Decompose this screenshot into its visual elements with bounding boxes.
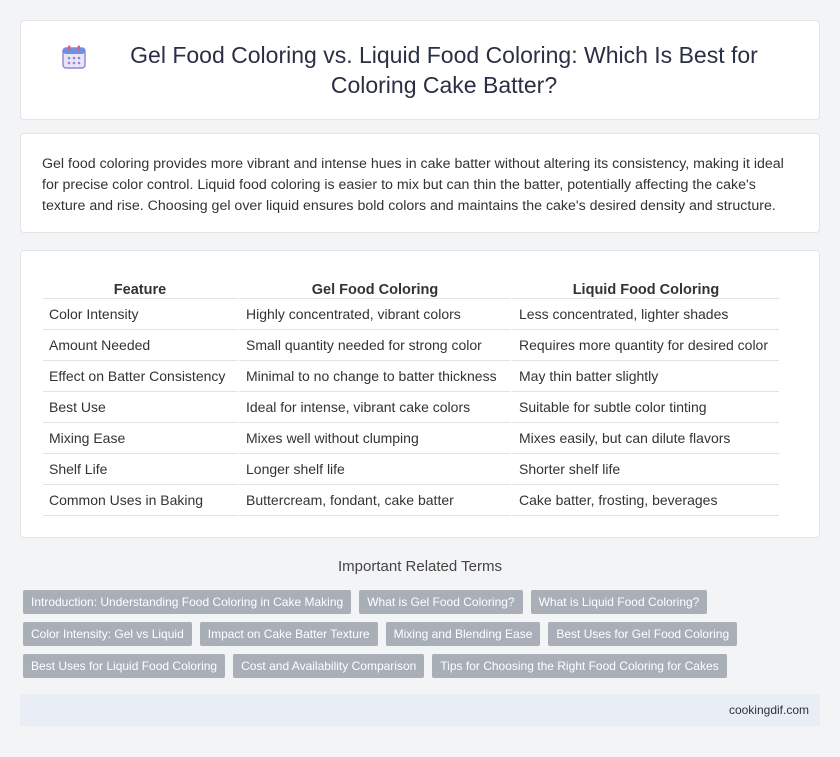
column-header-feature: Feature: [43, 275, 237, 299]
table-cell: Minimal to no change to batter thickness: [237, 361, 510, 392]
related-term-tag[interactable]: Cost and Availability Comparison: [233, 654, 424, 678]
title-card: [20, 20, 820, 120]
table-row: [43, 392, 779, 423]
table-header-row: [43, 275, 779, 299]
table-cell: Amount Needed: [43, 330, 237, 361]
related-term-tag[interactable]: Mixing and Blending Ease: [386, 622, 541, 646]
table-cell: Mixes well without clumping: [237, 423, 510, 454]
table-row: [43, 423, 779, 454]
table-row: [43, 454, 779, 485]
table-cell: Common Uses in Baking: [43, 485, 237, 516]
table-row: [43, 330, 779, 361]
table-cell: May thin batter slightly: [510, 361, 779, 392]
table-cell: Mixes easily, but can dilute flavors: [510, 423, 779, 454]
table-cell: Buttercream, fondant, cake batter: [237, 485, 510, 516]
table-cell: Color Intensity: [43, 299, 237, 330]
table-cell: Mixing Ease: [43, 423, 237, 454]
calendar-icon: [61, 44, 87, 70]
related-term-tag[interactable]: Impact on Cake Batter Texture: [200, 622, 378, 646]
footer: [20, 694, 820, 726]
table-cell: Ideal for intense, vibrant cake colors: [237, 392, 510, 423]
comparison-table: [43, 275, 779, 516]
footer-site-link[interactable]: cookingdif.com: [728, 703, 809, 717]
related-term-tag[interactable]: What is Gel Food Coloring?: [359, 590, 522, 614]
related-term-tag[interactable]: Color Intensity: Gel vs Liquid: [23, 622, 192, 646]
related-term-tag[interactable]: Introduction: Understanding Food Coloring in Cake Making: [23, 590, 351, 614]
column-header-gel: Gel Food Coloring: [237, 275, 510, 299]
table-cell: Effect on Batter Consistency: [43, 361, 237, 392]
table-cell: Shorter shelf life: [510, 454, 779, 485]
table-cell: Cake batter, frosting, beverages: [510, 485, 779, 516]
table-cell: Shelf Life: [43, 454, 237, 485]
table-row: [43, 299, 779, 330]
related-terms-heading: Important Related Terms: [338, 558, 502, 575]
related-term-tag[interactable]: Best Uses for Liquid Food Coloring: [23, 654, 225, 678]
related-term-tag[interactable]: What is Liquid Food Coloring?: [531, 590, 708, 614]
table-row: [43, 485, 779, 516]
table-cell: Best Use: [43, 392, 237, 423]
table-row: [43, 361, 779, 392]
table-cell: Suitable for subtle color tinting: [510, 392, 779, 423]
table-cell: Small quantity needed for strong color: [237, 330, 510, 361]
intro-card: [20, 133, 820, 233]
table-cell: Longer shelf life: [237, 454, 510, 485]
table-cell: Highly concentrated, vibrant colors: [237, 299, 510, 330]
page-title: Gel Food Coloring vs. Liquid Food Coloring: Which Is Best for Coloring Cake Batter?: [130, 42, 758, 98]
related-terms-list: [23, 590, 823, 678]
title-wrap: [21, 21, 819, 119]
related-term-tag[interactable]: Tips for Choosing the Right Food Coloring for Cakes: [432, 654, 726, 678]
table-cell: Less concentrated, lighter shades: [510, 299, 779, 330]
comparison-table-card: [20, 250, 820, 538]
table-cell: Requires more quantity for desired color: [510, 330, 779, 361]
intro-text: Gel food coloring provides more vibrant and intense hues in cake batter without altering its consistency, making it ideal for precise color control. Liquid food coloring is easier to mix but can thin the batter, potentially affecting the cake's texture and rise. Choosing gel over liquid ensures bold colors and maintains the cake's desired density and structure.: [42, 156, 784, 214]
related-term-tag[interactable]: Best Uses for Gel Food Coloring: [548, 622, 737, 646]
column-header-liquid: Liquid Food Coloring: [510, 275, 779, 299]
